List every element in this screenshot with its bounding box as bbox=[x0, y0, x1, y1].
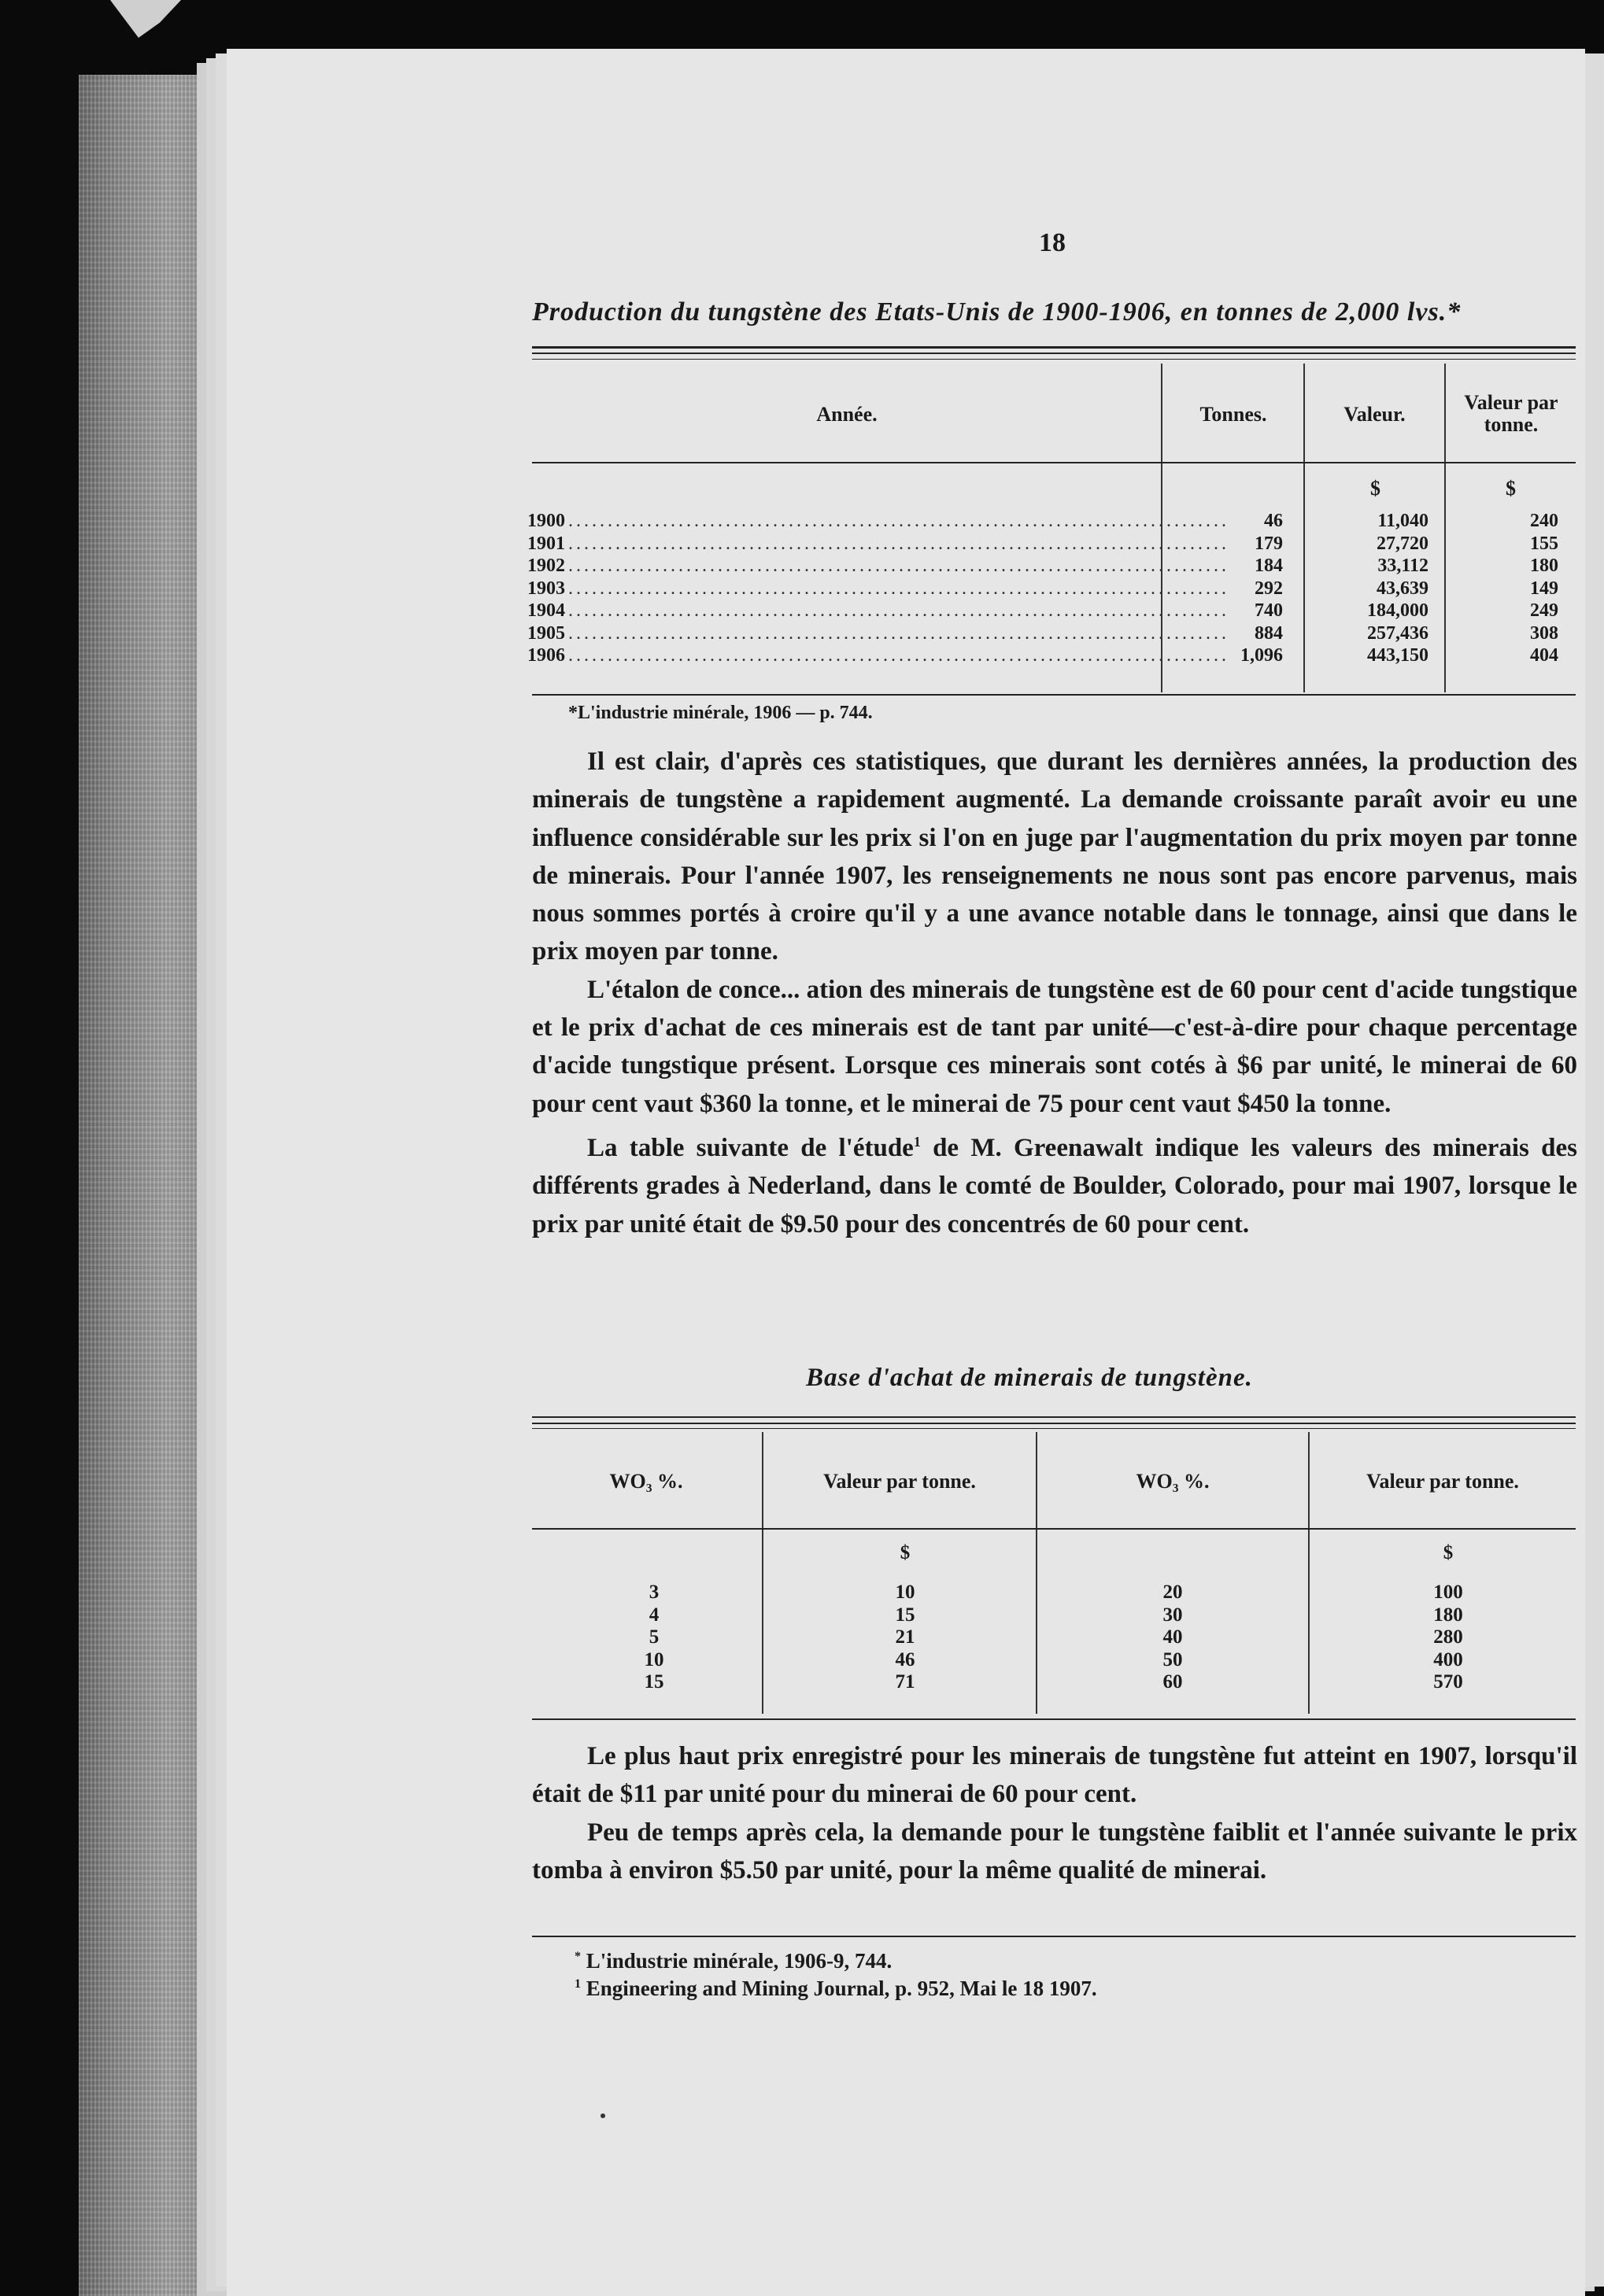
table2-wo3: 50 bbox=[1162, 1648, 1183, 1670]
table1-tons: 184 bbox=[1255, 556, 1283, 576]
table1-value: 443,150 bbox=[1367, 645, 1428, 666]
table1-per-ton-column bbox=[1448, 510, 1558, 667]
table2-wo3: 10 bbox=[644, 1648, 664, 1670]
table1-value: 11,040 bbox=[1377, 511, 1428, 531]
table2-wo3: 40 bbox=[1162, 1626, 1183, 1648]
table1-currency: $ bbox=[1506, 477, 1516, 500]
table2-currency: $ bbox=[1443, 1542, 1454, 1563]
table2-wo3: 5 bbox=[649, 1626, 660, 1648]
table1-value: 43,639 bbox=[1377, 578, 1428, 599]
footnote-rule bbox=[532, 1936, 1576, 1937]
table1-title: Production du tungstène des Etats-Unis de 1900-1906, en tonnes de 2,000 lvs.* bbox=[532, 297, 1462, 327]
table2-header-value: Valeur par tonne. bbox=[1366, 1470, 1519, 1493]
table1-year: 1905 bbox=[527, 622, 565, 644]
table1-per-ton: 249 bbox=[1530, 600, 1558, 621]
table2-wo3: 30 bbox=[1162, 1604, 1183, 1626]
paragraph: Il est clair, d'après ces statistiques, que durant les dernières années, la production des minerais de tungstène a rapidement augmenté. La demande croissante paraît avoir eu une influence considérable sur les prix si l'on en juge par l'augmentation du prix moyen par tonne de minerais. Pour l'année 1907, les renseignements ne nous sont pas encore parvenus, mais nous sommes portés à croire qu'il y a une avance notable dans le tonnage, ainsi que dans le prix moyen par tonne. bbox=[532, 747, 1577, 966]
footnote-text: Engineering and Mining Journal, p. 952, Mai le 18 1907. bbox=[586, 1977, 1097, 2000]
paragraph-text: La table suivante de l'étude bbox=[587, 1133, 914, 1162]
table2-value: 570 bbox=[1433, 1671, 1463, 1692]
table2-bottom-rule bbox=[532, 1718, 1576, 1720]
table1-per-ton: 155 bbox=[1530, 533, 1558, 554]
table1-year: 1900 bbox=[527, 511, 565, 531]
scan-artifact bbox=[110, 0, 181, 38]
table1-per-ton: 180 bbox=[1530, 556, 1558, 576]
table1-value: 27,720 bbox=[1377, 533, 1428, 554]
table-row: 1900 .................................................................................... bbox=[527, 511, 1229, 531]
table2-wo3: 15 bbox=[644, 1671, 664, 1692]
footnote-ref: 1 bbox=[913, 1133, 921, 1150]
ink-speck bbox=[601, 2113, 605, 2118]
table1-bottom-rule bbox=[532, 694, 1576, 696]
table1-per-ton: 404 bbox=[1530, 645, 1558, 666]
table1-top-rule bbox=[532, 353, 1576, 354]
table1-header-value: Valeur. bbox=[1343, 403, 1406, 426]
table1-footnote: *L'industrie minérale, 1906 — p. 744. bbox=[568, 703, 873, 723]
body-text bbox=[532, 743, 1577, 1243]
table2-value: 100 bbox=[1433, 1582, 1463, 1603]
footnote-marker: 1 bbox=[575, 1977, 581, 1991]
table2-header-wo3: WO₃ %. bbox=[1136, 1470, 1210, 1493]
table1-per-ton: 149 bbox=[1530, 578, 1558, 599]
table2-value: 280 bbox=[1433, 1626, 1463, 1648]
table1-header-rule bbox=[532, 462, 1576, 463]
footnotes bbox=[575, 1945, 1097, 2000]
table2-value: 46 bbox=[895, 1648, 915, 1670]
table2-value: 180 bbox=[1433, 1604, 1463, 1626]
table1-top-rule bbox=[532, 346, 1576, 349]
table2-header-rule bbox=[532, 1528, 1576, 1530]
table-row: 1903 .................................................................................... bbox=[527, 578, 1229, 599]
table-row: 1905 .................................................................................... bbox=[527, 622, 1229, 644]
footnote bbox=[575, 1945, 1097, 1973]
table1-year-column bbox=[527, 510, 1229, 667]
table2-wo3-column-right bbox=[1063, 1582, 1283, 1694]
table1-value-column bbox=[1306, 510, 1428, 667]
footnote bbox=[575, 1973, 1097, 2000]
table1-header-tons: Tonnes. bbox=[1199, 403, 1267, 426]
table1-per-ton: 308 bbox=[1530, 622, 1558, 644]
paragraph: Le plus haut prix enregistré pour les minerais de tungstène fut atteint en 1907, lorsqu'il était de $11 par unité pour du minerai de 60 pour cent. bbox=[532, 1742, 1577, 1809]
table1-year: 1901 bbox=[527, 533, 565, 554]
table2-value: 21 bbox=[895, 1626, 915, 1648]
table2-value: 10 bbox=[895, 1582, 915, 1603]
table2-value-column-left bbox=[795, 1582, 1015, 1694]
table2-top-rule bbox=[532, 1416, 1576, 1418]
footnote-text: L'industrie minérale, 1906-9, 744. bbox=[586, 1949, 893, 1973]
table2-wo3: 20 bbox=[1162, 1582, 1183, 1603]
table1-col-divider bbox=[1444, 364, 1446, 692]
table1-year: 1903 bbox=[527, 578, 565, 599]
body-text bbox=[532, 1737, 1577, 1889]
table2-header-wo3: WO₃ %. bbox=[609, 1470, 683, 1493]
paragraph: Peu de temps après cela, la demande pour le tungstène faiblit et l'année suivante le prix tomba à environ $5.50 par unité, pour la même qualité de minerai. bbox=[532, 1818, 1577, 1884]
table2-value: 15 bbox=[895, 1604, 915, 1626]
table1-tons: 1,096 bbox=[1240, 645, 1283, 666]
table1-tons-column bbox=[1165, 510, 1283, 667]
table1-tons: 46 bbox=[1264, 511, 1283, 531]
paragraph: L'étalon de conce... ation des minerais de tungstène est de 60 pour cent d'acide tungstique et le prix d'achat de ces minerais est de tant par unité—c'est-à-dire pour chaque percentage d'acide tungstique présent. Lorsque ces minerais sont cotés à $6 par unité, le minerai de 60 pour cent vaut $360 la tonne, et le minerai de 75 pour cent vaut $450 la tonne. bbox=[532, 975, 1577, 1118]
table1-tons: 740 bbox=[1255, 600, 1283, 621]
table1-tons: 884 bbox=[1255, 622, 1283, 644]
table1-value: 184,000 bbox=[1367, 600, 1428, 621]
table-row: 1906 .................................................................................... bbox=[527, 645, 1229, 666]
table1-year: 1904 bbox=[527, 600, 565, 621]
table1-year: 1902 bbox=[527, 556, 565, 576]
table2-title: Base d'achat de minerais de tungstène. bbox=[806, 1364, 1253, 1392]
table2-header-value: Valeur par tonne. bbox=[823, 1470, 976, 1493]
table1-tons: 292 bbox=[1255, 578, 1283, 599]
table2-wo3: 4 bbox=[649, 1604, 660, 1626]
table1-per-ton: 240 bbox=[1530, 511, 1558, 531]
table2-top-rule bbox=[532, 1428, 1576, 1429]
table2-value-column-right bbox=[1338, 1582, 1558, 1694]
table1-header-year: Année. bbox=[816, 403, 878, 426]
table1-value: 33,112 bbox=[1377, 556, 1428, 576]
table-row: 1904 .................................................................................... bbox=[527, 600, 1229, 621]
table2-wo3-column-left bbox=[532, 1582, 776, 1694]
table1-top-rule bbox=[532, 359, 1576, 360]
page-number: 18 bbox=[1039, 228, 1066, 257]
table1-year: 1906 bbox=[527, 645, 565, 666]
table2-top-rule bbox=[532, 1423, 1576, 1424]
table2-wo3: 60 bbox=[1162, 1671, 1183, 1692]
paragraph bbox=[532, 1123, 1577, 1243]
table2-currency: $ bbox=[900, 1542, 911, 1563]
paragraph-text: de M. Greenawalt indique les valeurs des minerais des différents grades à Nederland, dans le comté de Boulder, Colorado, pour mai 1907, lorsque le prix par unité était de $9.50 pour des concentrés de 60 pour cent. bbox=[532, 1133, 1577, 1238]
table2-value: 71 bbox=[895, 1671, 915, 1692]
table-row: 1902 .................................................................................... bbox=[527, 556, 1229, 576]
table1-value: 257,436 bbox=[1367, 622, 1428, 644]
table1-tons: 179 bbox=[1255, 533, 1283, 554]
table2-wo3: 3 bbox=[649, 1582, 660, 1603]
table2-value: 400 bbox=[1433, 1648, 1463, 1670]
footnote-marker: * bbox=[575, 1950, 581, 1963]
table1-currency: $ bbox=[1370, 477, 1380, 500]
book-binding-edge bbox=[79, 75, 205, 2296]
table1-header-value-per-ton: Valeur par tonne. bbox=[1464, 391, 1558, 436]
table-row: 1901 .................................................................................... bbox=[527, 533, 1229, 554]
